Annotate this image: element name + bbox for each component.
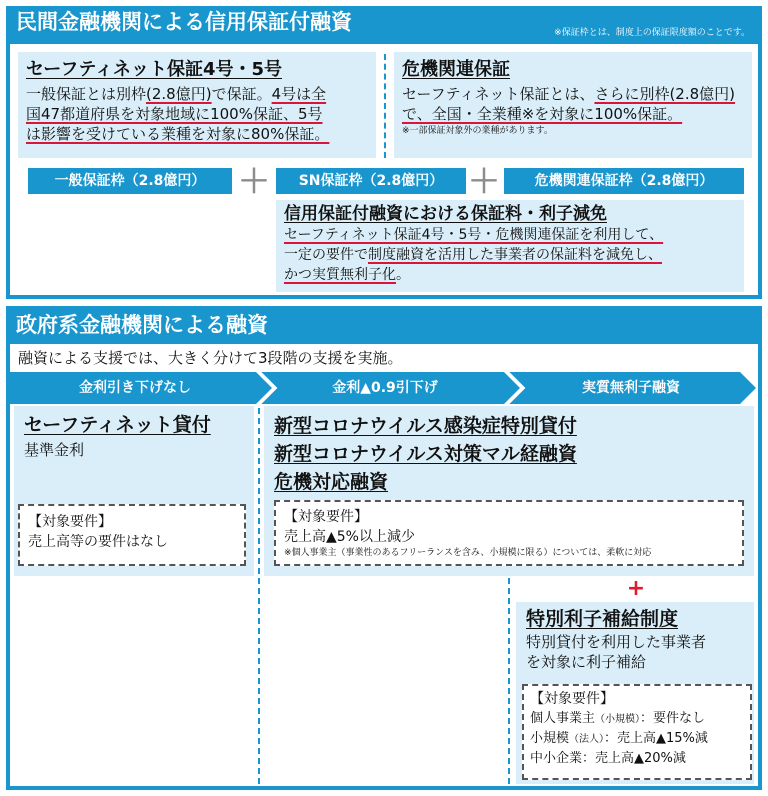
step-label-2: 金利▲0.9引下げ — [332, 380, 438, 396]
step-label-3: 実質無利子融資 — [582, 380, 680, 396]
requirements-label: 【対象要件】 — [28, 514, 112, 530]
requirements-text: 売上高等の要件はなし — [28, 534, 168, 550]
sn-loan-sub: 基準金利 — [24, 441, 85, 459]
special-loan-title-2: 新型コロナウイルス対策マル経融資 — [274, 443, 577, 465]
interest-subsidy-line1: 特別貸付を利用した事業者 — [526, 633, 707, 651]
general-frame-pill: 一般保証枠（2.8億円） — [28, 168, 232, 194]
crisis-guarantee-box — [394, 52, 752, 158]
requirements-label: 【対象要件】 — [530, 691, 614, 707]
fee-reduction-box — [276, 200, 744, 292]
sn-loan-requirements — [18, 504, 246, 566]
requirements-note: ※個人事業主（事業性のあるフリーランスを含み、小規模に限る）については、柔軟に対応 — [284, 548, 652, 558]
column-divider-1 — [258, 408, 260, 784]
sn-frame-pill: SN保証枠（2.8億円） — [276, 168, 466, 194]
sn-guarantee-box — [18, 52, 376, 158]
step-label-1: 金利引き下げなし — [79, 380, 191, 396]
sn-guarantee-title: セーフティネット保証4号・5号 — [26, 59, 282, 80]
fee-reduction-title: 信用保証付融資における保証料・利子減免 — [284, 204, 607, 224]
crisis-guarantee-note: ※一部保証対象外の業種があります。 — [402, 126, 553, 136]
interest-subsidy-title: 特別利子補給制度 — [526, 608, 679, 630]
fee-reduction-text: セーフティネット保証4号・5号・危機関連保証を利用して、 一定の要件で制度融資を活用した事業者の保証料を減免し、 かつ実質無利子化。 — [284, 227, 664, 283]
private-finance-title: 民間金融機関による信用保証付融資 — [16, 10, 352, 34]
private-finance-header — [6, 6, 762, 44]
crisis-guarantee-title: 危機関連保証 — [402, 59, 510, 80]
crisis-guarantee-text: セーフティネット保証とは、さらに別枠(2.8億円) で、全国・全業種※を対象に100%保証。 — [402, 85, 736, 123]
sn-guarantee-text: 一般保証とは別枠(2.8億円)で保証。4号は全 国47都道府県を対象地域に100%保証、5号 は影響を受けている業種を対象に80%保証。 — [26, 85, 330, 143]
requirements-text: 売上高▲5%以上減少 — [284, 529, 415, 545]
government-finance-header — [6, 306, 762, 344]
top-divider — [384, 54, 386, 158]
plus-icon: ＋ — [467, 162, 500, 200]
government-finance-title: 政府系金融機関による融資 — [16, 313, 268, 337]
special-loan-requirements — [274, 500, 744, 566]
crisis-frame-pill: 危機関連保証枠（2.8億円） — [504, 168, 744, 194]
requirements-label: 【対象要件】 — [284, 509, 368, 525]
interest-subsidy-line2: を対象に利子補給 — [526, 653, 647, 671]
requirement-sme: 中小企業：売上高▲20%減 — [530, 751, 686, 766]
plus-icon: + — [626, 576, 646, 601]
requirement-individual: 個人事業主（小規模）：要件なし — [530, 711, 706, 726]
support-intro: 融資による支援では、大きく分けて3段階の支援を実施。 — [18, 349, 403, 367]
interest-subsidy-requirements — [522, 684, 752, 780]
column-divider-2 — [508, 578, 510, 784]
guarantee-frame-note: ※保証枠とは、制度上の保証限度額のことです。 — [554, 28, 750, 38]
sn-loan-title: セーフティネット貸付 — [24, 414, 211, 436]
special-loan-title-1: 新型コロナウイルス感染症特別貸付 — [274, 415, 577, 437]
plus-icon: ＋ — [237, 162, 270, 200]
special-loan-title-3: 危機対応融資 — [274, 471, 389, 493]
requirement-small-corp: 小規模（法人）：売上高▲15%減 — [530, 731, 708, 746]
